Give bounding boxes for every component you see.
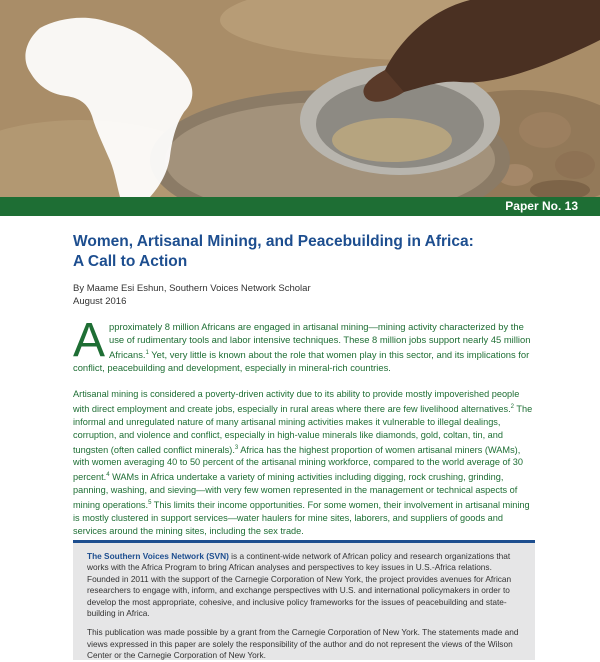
footnote-ref-4: 4 bbox=[106, 472, 110, 479]
cover-photo bbox=[0, 0, 600, 197]
body-text-3: Africa has the highest proportion of women artisanal miners (WAMs), with women averaging 40 to 50 percent of the artisanal mining workforce, compared to the world average of 30 percent. bbox=[73, 444, 523, 483]
title-line-1: Women, Artisanal Mining, and Peacebuilding in Africa: bbox=[73, 233, 474, 250]
svn-info-box bbox=[73, 540, 535, 660]
footnote-ref-1: 1 bbox=[145, 349, 149, 356]
drop-cap: A bbox=[73, 314, 106, 367]
svn-text: is a continent-wide network of African policy and research organizations that works with the Africa Program to bring African analyses and perspectives to key issues in U.S.-Africa relations. Founded in 2011 with the support of the Carnegie Corporation of New York, the project provides avenues for African researchers to engage with, inform, and exchange perspectives with U.S. and international policymakers in order to develop the most appropriate, cohesive, and inclusive policy frameworks for the issues of peacebuilding and state-building in Africa. bbox=[87, 551, 512, 619]
svn-name: The Southern Voices Network (SVN) bbox=[87, 551, 229, 561]
footnote-ref-3: 3 bbox=[234, 444, 239, 451]
funding-disclaimer: This publication was made possible by a grant from the Carnegie Corporation of New York. The statements made and views expressed in this paper are solely the responsibility of the author and do not represent the views of the Wilson Center or the Carnegie Corporation of New York. bbox=[87, 627, 519, 661]
paper-number: Paper No. 13 bbox=[505, 199, 578, 213]
lead-paragraph bbox=[73, 314, 535, 374]
footnote-ref-5: 5 bbox=[148, 499, 152, 506]
body-text-2: The informal and unregulated nature of many artisanal mining activities makes it vulnerable to illegal dealings, corruption, and violence and conflict, especially in high-value minerals like diamonds, gold, coltan, tin, and tungsten (often called conflict minerals). bbox=[73, 404, 533, 455]
svn-description bbox=[87, 551, 525, 619]
title-line-2: A Call to Action bbox=[73, 253, 188, 270]
footnote-ref-2: 2 bbox=[510, 404, 514, 411]
article bbox=[73, 232, 535, 537]
article-title bbox=[73, 232, 535, 272]
body-text-4: WAMs in Africa undertake a variety of mining activities including digging, rock crushing, grinding, panning, washing, and sieving—with very few women represented in the management or technical aspects of mining operations. bbox=[73, 472, 518, 510]
body-text-1: Artisanal mining is considered a poverty-driven activity due to its ability to provide mostly impoverished people with direct employment and create jobs, especially in rural areas where there are few livelihood alternatives. bbox=[73, 389, 520, 415]
body-paragraph bbox=[73, 388, 535, 537]
lead-text-2: Yet, very little is known about the role that women play in this sector, and its implications for conflict, peacebuilding and development, especially in mineral-rich countries. bbox=[73, 348, 530, 373]
ore-sand bbox=[332, 118, 452, 162]
publication-date: August 2016 bbox=[73, 296, 127, 307]
byline: By Maame Esi Eshun, Southern Voices Network Scholar bbox=[73, 283, 311, 294]
lead-text-1: pproximately 8 million Africans are engaged in artisanal mining—mining activity characterized by the use of rudimentary tools and labor intensive techniques. These 8 million jobs support nearly 45 million Africans. bbox=[109, 321, 531, 360]
body-text-5: This limits their income opportunities. For some women, their involvement in artisanal mining is mostly clustered in support services—water haulers for mine sites, laborers, and suppliers of goods and services around the mining sites, including the sex trade. bbox=[73, 499, 530, 536]
mining-pan-illustration bbox=[0, 0, 600, 197]
